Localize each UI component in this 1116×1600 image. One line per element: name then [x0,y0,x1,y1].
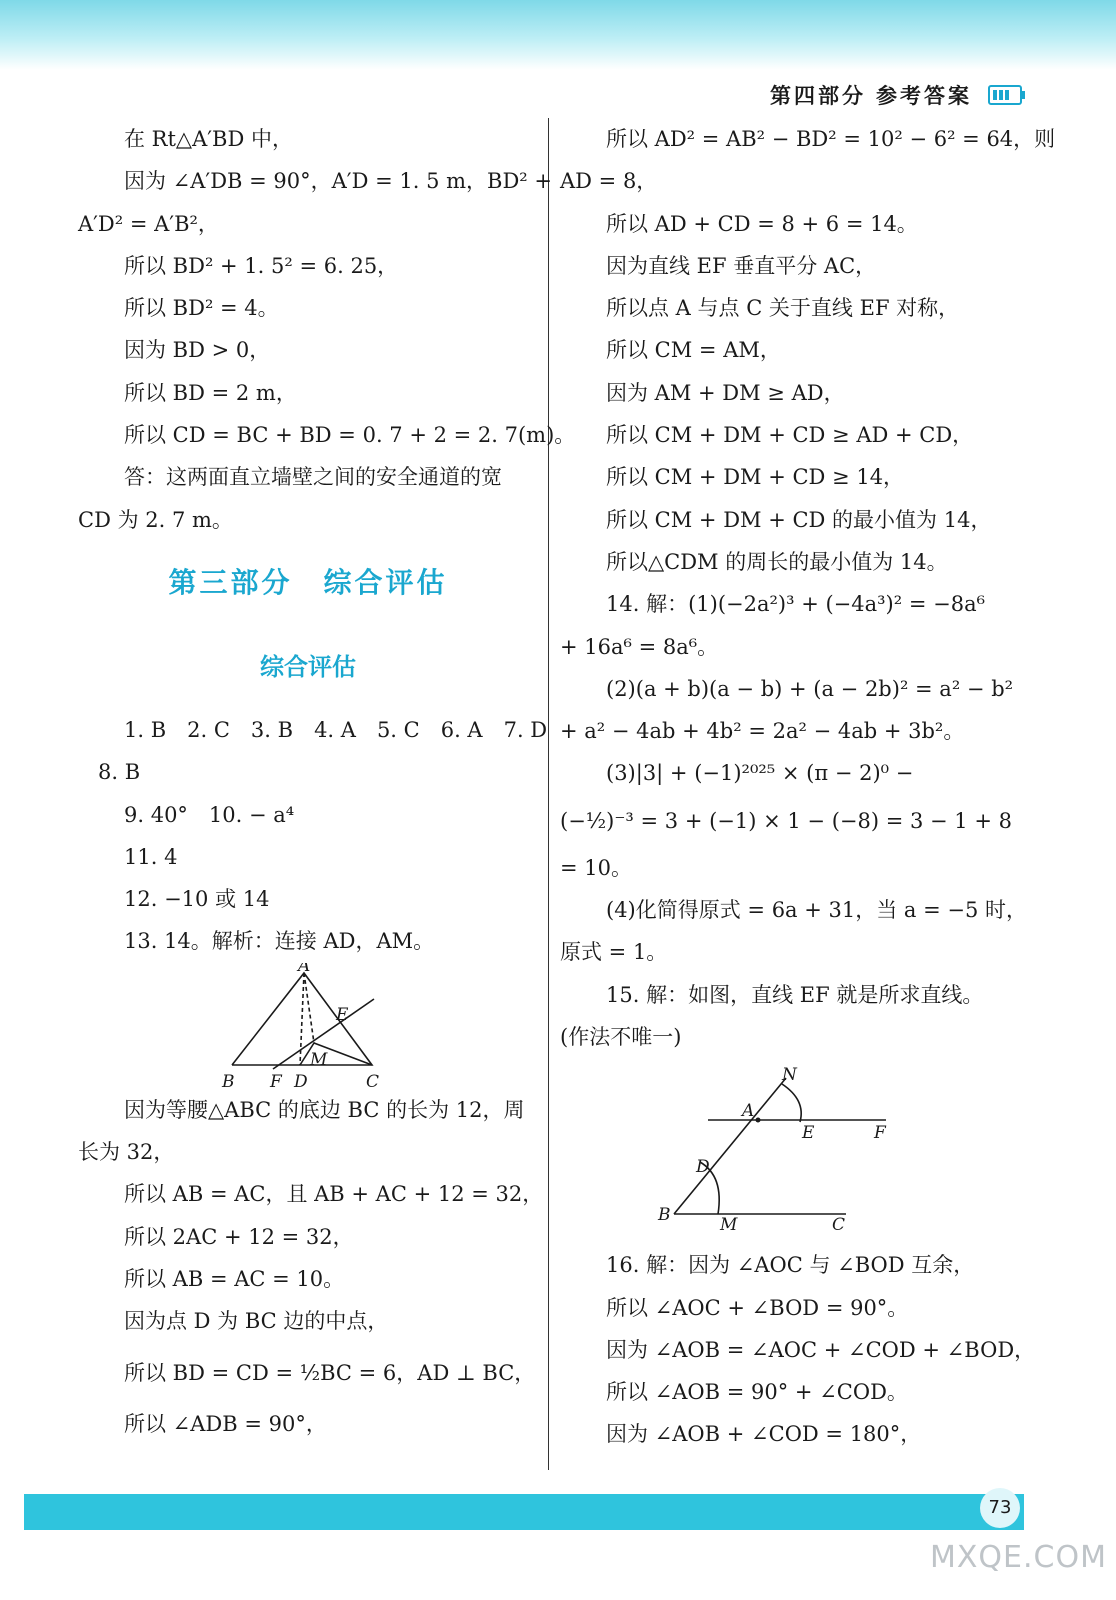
page-number: 73 [980,1488,1020,1528]
page-header [770,78,1022,112]
construction-figure [560,1058,1020,1244]
text-line: 所以 CM + DM + CD 的最小值为 14， [606,507,992,532]
fig2-label-E: E [802,1123,815,1144]
fig2-label-M: M [720,1215,738,1236]
text-line: 因为 ∠AOB = ∠AOC + ∠COD + ∠BOD， [606,1337,1036,1362]
text-line: 所以 BD = 2 m， [124,380,297,405]
text-line: 所以 CM = AM， [606,338,781,363]
text-line: 所以 BD = CD = ½BC = 6，AD ⊥ BC， [124,1360,536,1385]
text-line: (作法不唯一) [560,1024,682,1049]
triangle-diagram [78,963,538,1089]
text-line: A′D² = A′B²， [78,211,219,236]
column-divider [548,118,549,1470]
text-line: 在 Rt△A′BD 中， [124,127,293,151]
text-line: 15. 解：如图，直线 EF 就是所求直线。 [606,982,984,1007]
section-title: 第三部分 综合评估 [168,565,448,599]
sub-title: 综合评估 [260,651,356,681]
fig1-label-C: C [366,1071,380,1089]
text-line: 所以 ∠AOB = 90° + ∠COD。 [606,1380,908,1405]
text-line: 因为等腰△ABC 的底边 BC 的长为 12，周 [124,1097,525,1122]
text-line: 原式 = 1。 [560,940,668,965]
text-line: 所以 2AC + 12 = 32， [124,1224,354,1249]
fig2-label-B: B [658,1205,671,1226]
text-line: (2)(a + b)(a − b) + (a − 2b)² = a² − b² [606,676,1014,701]
text-line: 所以 AD + CD = 8 + 6 = 14。 [606,211,918,236]
text-line: 所以 AB = AC = 10。 [124,1266,345,1291]
text-line: (−½)⁻³ = 3 + (−1) × 1 − (−8) = 3 − 1 + 8 [560,808,1012,833]
text-line: 所以△CDM 的周长的最小值为 14。 [606,549,948,574]
text-line: 因为 AM + DM ≥ AD， [606,380,845,405]
text-line: 所以 ∠ADB = 90°， [124,1411,327,1436]
text-line: 因为点 D 为 BC 边的中点， [124,1309,389,1334]
fig1-label-E: E [336,1004,349,1025]
text-line: 因为 ∠A′DB = 90°，A′D = 1. 5 m，BD² + [124,169,552,194]
fig2-label-C: C [832,1215,846,1236]
text-line: 答：这两面直立墙壁之间的安全通道的宽 [124,465,502,490]
text-line: 所以 BD² + 1. 5² = 6. 25， [124,253,399,278]
text-line: (3)|3| + (−1)²⁰²⁵ × (π − 2)⁰ − [606,761,914,786]
text-line: (4)化简得原式 = 6a + 31，当 a = −5 时， [606,898,1028,923]
text-line: 长为 32， [78,1140,175,1165]
construction-diagram [560,1058,1020,1244]
text-line: 因为直线 EF 垂直平分 AC， [606,253,877,278]
answer-line: 11. 4 [124,844,178,869]
right-column [560,118,1056,1456]
text-line: 所以 CM + DM + CD ≥ 14， [606,465,905,490]
text-line: 14. 解：(1)(−2a²)³ + (−4a³)² = −8a⁶ [606,592,986,617]
fig1-label-B: B [222,1071,235,1089]
text-line: 所以 AD² = AB² − BD² = 10² − 6² = 64，则 [606,127,1056,151]
watermark: MXQE.COM [930,1540,1107,1575]
answer-line: 1. B 2. C 3. B 4. A 5. C 6. A 7. D [124,717,548,742]
header-answers: 参考答案 [876,83,972,108]
triangle-figure [78,963,538,1089]
fig1-label-A: A [298,962,311,976]
answer-line: 9. 40° 10. − a⁴ [124,802,295,827]
bottom-color-band [24,1494,1024,1530]
text-line: 所以 ∠AOC + ∠BOD = 90°。 [606,1295,909,1320]
fig1-label-D: D [294,1071,308,1089]
text-line: 所以点 A 与点 C 关于直线 EF 对称， [606,296,960,321]
text-line: 因为 ∠AOB + ∠COD = 180°， [606,1422,922,1447]
answer-line: 13. 14。解析：连接 AD，AM。 [124,929,435,954]
fig1-label-F: F [270,1071,282,1089]
text-line: 因为 BD > 0， [124,338,271,363]
text-line: 所以 CM + DM + CD ≥ AD + CD， [606,423,974,448]
header-part: 第四部分 [770,83,866,108]
text-line: + a² − 4ab + 4b² = 2a² − 4ab + 3b²。 [560,719,965,744]
battery-icon [988,85,1022,105]
fig1-label-M: M [310,1049,328,1070]
answer-line: 12. −10 或 14 [124,887,270,912]
fig2-label-N: N [782,1065,797,1086]
text-line: = 10。 [560,855,632,880]
top-color-band [0,0,1116,70]
text-line: 所以 CD = BC + BD = 0. 7 + 2 = 2. 7(m)。 [124,423,576,448]
fig2-label-D: D [696,1157,710,1178]
text-line: 16. 解：因为 ∠AOC 与 ∠BOD 互余， [606,1253,975,1278]
text-line: 所以 AB = AC，且 AB + AC + 12 = 32， [124,1182,544,1207]
left-column [78,118,576,1445]
answer-line: 8. B [98,760,141,785]
text-line: 所以 BD² = 4。 [124,296,279,321]
fig2-label-F: F [874,1123,886,1144]
fig2-label-A: A [742,1101,755,1122]
text-line: CD 为 2. 7 m。 [78,507,233,532]
text-line: AD = 8， [560,169,658,194]
text-line: + 16a⁶ = 8a⁶。 [560,634,719,659]
